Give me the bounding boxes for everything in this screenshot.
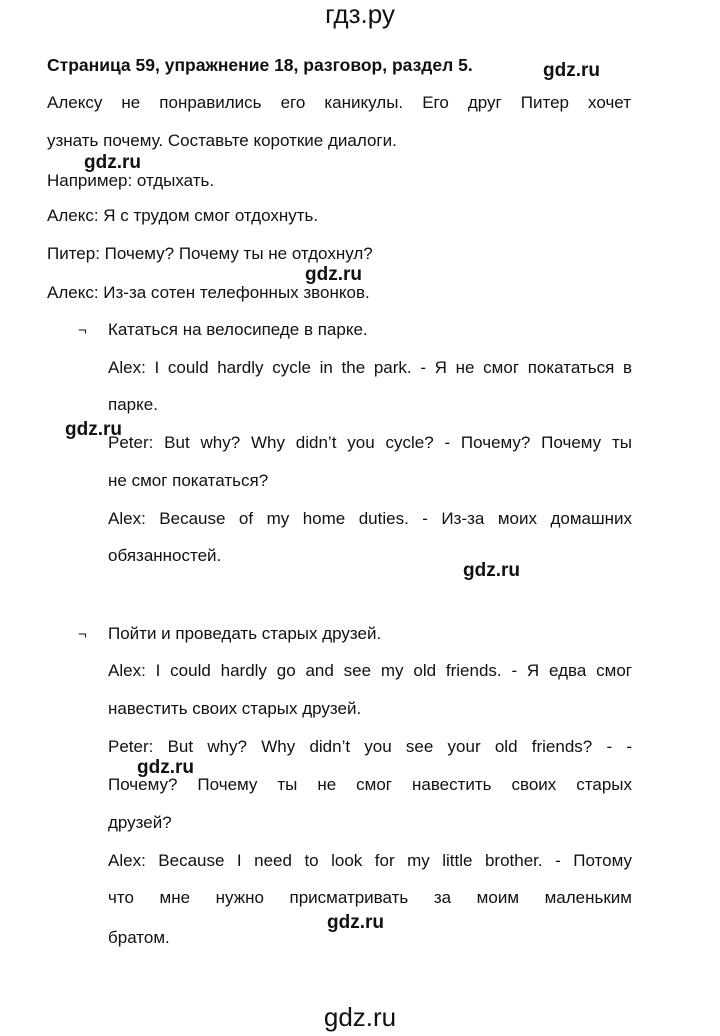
item-2-line-1: Alex: I could hardly go and see my old friends. - Я едва смог bbox=[108, 661, 632, 680]
item-2-line-8: братом. bbox=[108, 928, 170, 947]
item-1-line-1: Alex: I could hardly cycle in the park. - Я не смог покататься в bbox=[108, 358, 632, 377]
item-1-title: Кататься на велосипеде в парке. bbox=[108, 320, 368, 339]
intro-line-1: Алексу не понравились его каникулы. Его друг Питер хочет bbox=[47, 93, 631, 112]
item-2-line-5: друзей? bbox=[108, 813, 172, 832]
item-1-line-5: Alex: Because of my home duties. - Из-за моих домашних bbox=[108, 509, 632, 528]
intro-line-2: узнать почему. Составьте короткие диалоги. bbox=[47, 131, 397, 150]
watermark: gdz.ru bbox=[305, 264, 362, 285]
item-1-line-3: Peter: But why? Why didn’t you cycle? - Почему? Почему ты bbox=[108, 433, 632, 452]
item-2-line-6: Alex: Because I need to look for my little brother. - Потому bbox=[108, 851, 632, 870]
watermark: gdz.ru bbox=[543, 60, 600, 81]
watermark: gdz.ru bbox=[463, 560, 520, 581]
exercise-title: Страница 59, упражнение 18, разговор, раздел 5. bbox=[47, 55, 473, 75]
item-1-line-6: обязанностей. bbox=[108, 546, 222, 565]
item-2-line-7: что мне нужно присматривать за моим маленьким bbox=[108, 888, 632, 907]
example-peter: Питер: Почему? Почему ты не отдохнул? bbox=[47, 244, 373, 263]
bullet-icon: ¬ bbox=[78, 626, 87, 643]
item-2-line-4: Почему? Почему ты не смог навестить своих старых bbox=[108, 775, 632, 794]
watermark: gdz.ru bbox=[327, 912, 384, 933]
item-2-line-3: Peter: But why? Why didn’t you see your old friends? - - bbox=[108, 737, 632, 756]
site-header: гдз.ру bbox=[325, 0, 395, 29]
item-1-line-4: не смог покататься? bbox=[108, 471, 269, 490]
bullet-icon: ¬ bbox=[78, 322, 87, 339]
site-footer: gdz.ru bbox=[323, 1002, 397, 1032]
watermark: gdz.ru bbox=[137, 757, 194, 778]
example-alex-1: Алекс: Я с трудом смог отдохнуть. bbox=[47, 206, 319, 225]
watermark: gdz.ru bbox=[65, 419, 122, 440]
example-alex-2: Алекс: Из-за сотен телефонных звонков. bbox=[47, 283, 370, 302]
watermark: gdz.ru bbox=[84, 152, 141, 173]
example-label: Например: отдыхать. bbox=[47, 171, 215, 190]
item-2-line-2: навестить своих старых друзей. bbox=[108, 699, 362, 718]
item-1-line-2: парке. bbox=[108, 395, 158, 414]
item-2-title: Пойти и проведать старых друзей. bbox=[108, 624, 382, 643]
